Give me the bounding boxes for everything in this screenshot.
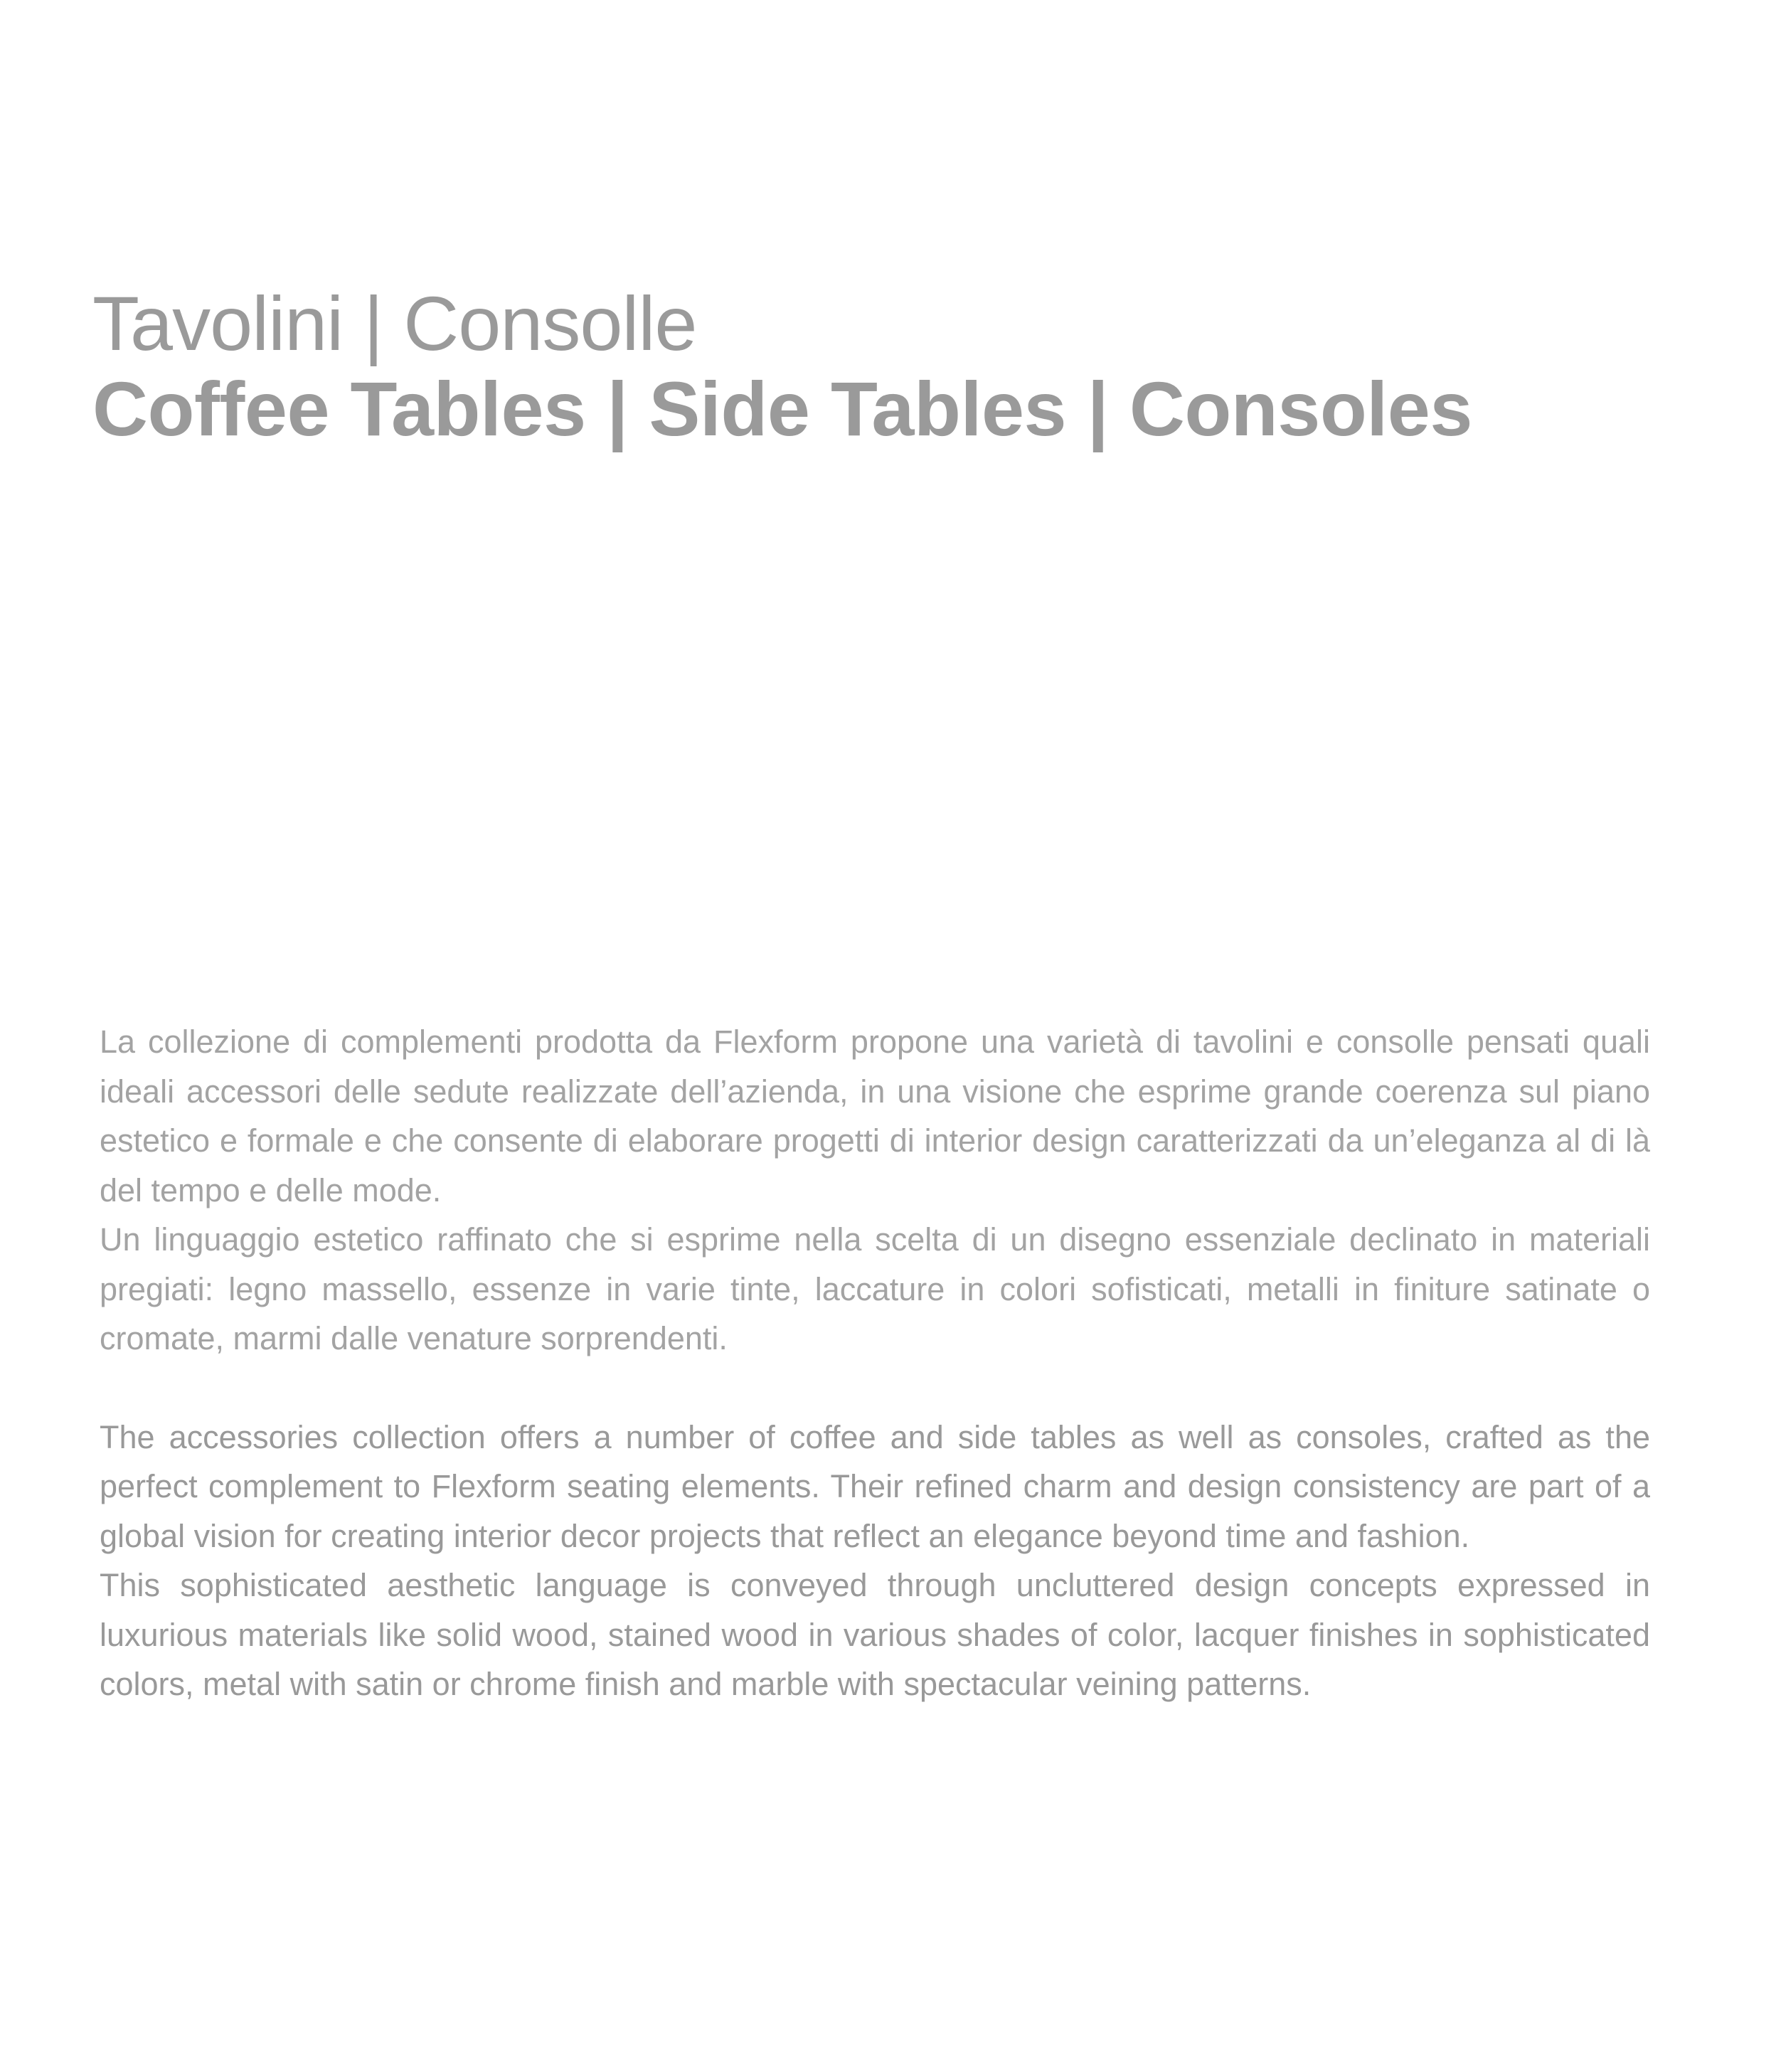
paragraph-spacer [100, 1364, 1650, 1413]
page-heading [92, 281, 1657, 452]
italian-paragraph-2: Un linguaggio estetico raffinato che si esprime nella scelta di un disegno essenziale declinato in materiali pregiati: legno massello, essenze in varie tinte, laccature in colori sofisticati, metalli in finiture satinate o cromate, marmi dalle venature sorprendenti. [100, 1221, 1650, 1356]
italian-paragraph-1: La collezione di complementi prodotta da Flexform propone una varietà di tavolini e consolle pensati quali ideali accessori delle sedute realizzate dell’azienda, in una visione che esprime grande coerenza sul piano estetico e formale e che consente di elaborare progetti di interior design caratterizzati da un’eleganza al di là del tempo e delle mode. [100, 1024, 1650, 1208]
english-paragraph-2: This sophisticated aesthetic language is conveyed through uncluttered design concepts expressed in luxurious materials like solid wood, stained wood in various shades of color, lacquer finishes in sophisticated colors, metal with satin or chrome finish and marble with spectacular veining patterns. [100, 1567, 1650, 1702]
title-english: Coffee Tables | Side Tables | Consoles [92, 366, 1472, 452]
title-italian: Tavolini | Consolle [92, 280, 697, 366]
english-paragraph-1: The accessories collection offers a number of coffee and side tables as well as consoles, crafted as the perfect complement to Flexform seating elements. Their refined charm and design consistency are part of a global vision for creating interior decor projects that reflect an elegance beyond time and fashion. [100, 1418, 1650, 1554]
body-text [100, 1017, 1650, 1709]
